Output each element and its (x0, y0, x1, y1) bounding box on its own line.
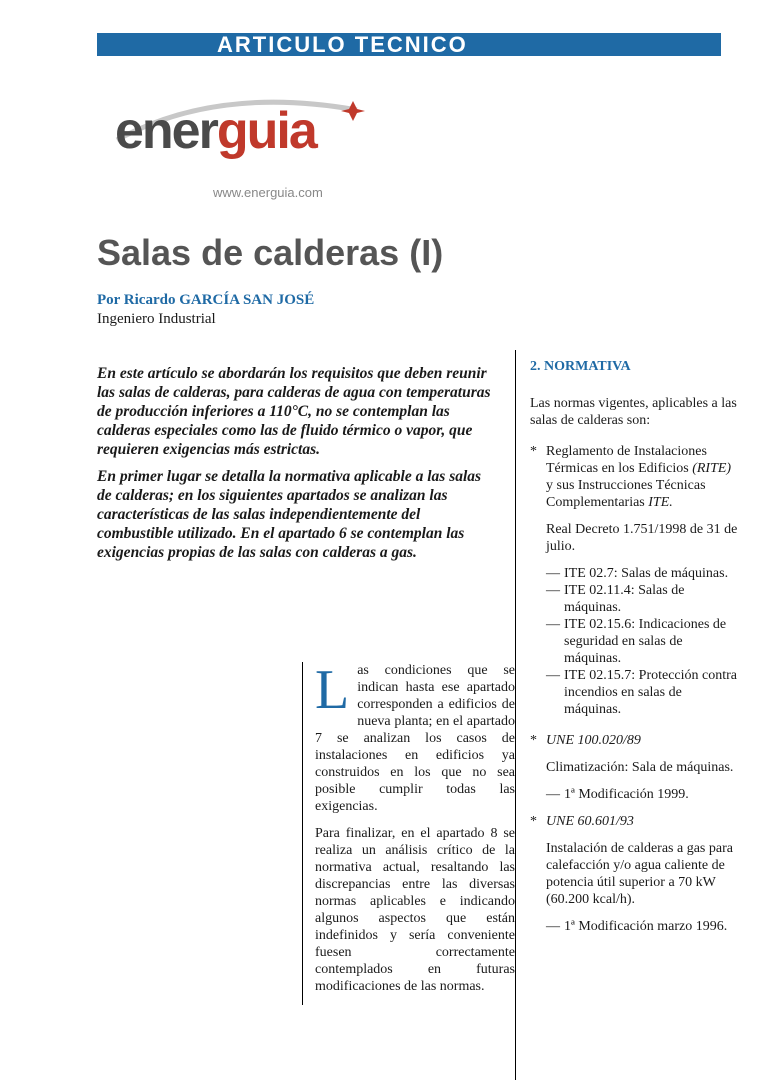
right-column (515, 350, 740, 1080)
ite-item: — ITE 02.11.4: Salas de máquinas. (546, 583, 685, 615)
une2-modification: — 1ª Modificación marzo 1996. (546, 919, 728, 934)
body-paragraph: Las condiciones que se indican hasta ese apartado corresponden a edificios de nueva planta; en el apartado 7 se analizan los casos de instalaciones en edificios ya construidos en los que no sea posible cumplir todas las exigencias. (315, 659, 515, 814)
article-title: Salas de calderas (I) (97, 232, 444, 273)
decree-text: Real Decreto 1.751/1998 de 31 de julio. (546, 522, 738, 554)
drop-cap: L (315, 659, 350, 721)
une1-description: Climatización: Sala de máquinas. (546, 760, 734, 775)
list-item-rite: * Reglamento de Instalaciones Térmicas en los Edificios (RITE) y sus Instrucciones Técnicas Complementarias ITE. (530, 444, 732, 510)
ite-item: — ITE 02.15.7: Protección contra incendios en salas de máquinas. (546, 668, 738, 717)
ite-item: — ITE 02.7: Salas de máquinas. (546, 566, 729, 581)
une2-description: Instalación de calderas a gas para calefacción y/o agua caliente de potencia útil superior a 70 kW (60.200 kcal/h). (546, 841, 733, 907)
body-paragraph: Para finalizar, en el apartado 8 se realiza un análisis crítico de la normativa actual, resaltando las discrepancias entre las diversas normas aplicables e indicando algunos aspectos que están indefinidos y sería conveniente fuesen correctamente contemplados en futuras modificaciones de las normas. (315, 826, 515, 994)
list-item-une-100020: * UNE 100.020/89 (530, 733, 641, 748)
intro-paragraph: En primer lugar se detalla la normativa aplicable a las salas de calderas; en los siguientes apartados se analizan las características de las salas independientemente del combustible utilizado. En el apartado 6 se contemplan las exigencias propias de las salas con calderas a gas. (97, 468, 482, 561)
logo-wordmark: energuia (115, 102, 316, 160)
energuia-logo (115, 95, 375, 210)
une1-modification: — 1ª Modificación 1999. (546, 787, 689, 802)
intro-paragraph: En este artículo se abordarán los requisitos que deben reunir las salas de calderas, para calderas de agua con temperaturas de producción inferiores a 110°C, no se contemplan las calderas especiales como las de fluido térmico o vapor, que requieren exigencias más estrictas. (97, 365, 491, 458)
ite-item: — ITE 02.15.6: Indicaciones de seguridad en salas de máquinas. (546, 617, 727, 666)
author-byline: Por Ricardo GARCÍA SAN JOSÉ (97, 292, 315, 308)
banner-text: ARTICULO TECNICO (217, 32, 468, 57)
section-heading: 2. NORMATIVA (530, 359, 631, 374)
list-item-une-60601: * UNE 60.601/93 (530, 814, 634, 829)
middle-column (302, 659, 515, 1005)
section-banner (97, 33, 721, 56)
logo-url: www.energuia.com (213, 185, 323, 200)
intro-lead (97, 364, 497, 570)
section-lead: Las normas vigentes, aplicables a las salas de calderas son: (530, 396, 737, 428)
author-role: Ingeniero Industrial (97, 311, 216, 327)
